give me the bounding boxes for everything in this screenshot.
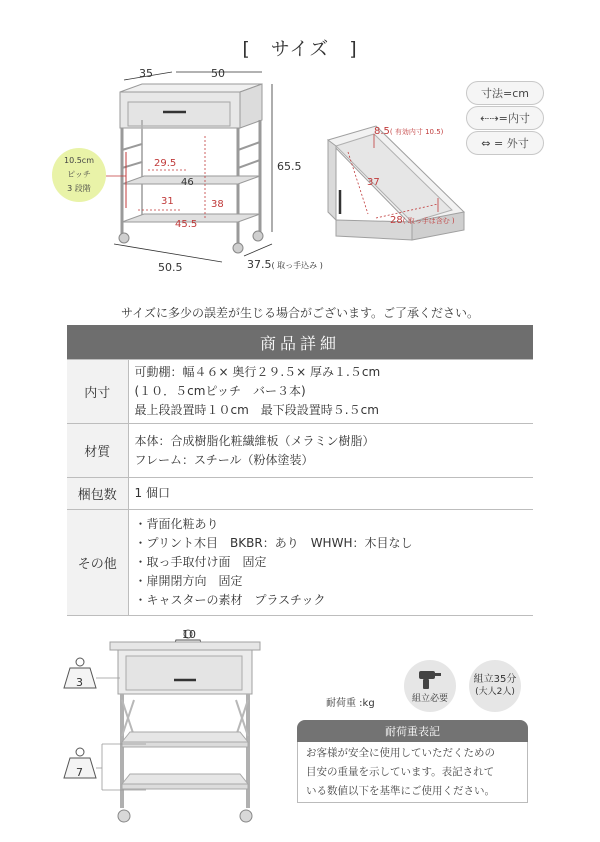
spec-line: 最上段設置時１０cm 最下段設置時５.５cm bbox=[134, 403, 379, 417]
dim-inner-lower-width: 45.5 bbox=[175, 219, 198, 230]
dim-drawer-height bbox=[374, 126, 443, 137]
spec-line: ・背面化粧あり bbox=[134, 517, 219, 531]
spec-line: 可動棚：幅４６× 奥行２９.５× 厚み１.５cm bbox=[134, 365, 381, 379]
dim-drawer-height-value: 8.5 bbox=[374, 126, 390, 137]
load-table-title: 耐荷重表記 bbox=[297, 720, 528, 742]
spec-line: 本体：合成樹脂化粧繊維板（メラミン樹脂） bbox=[134, 433, 375, 448]
spec-value bbox=[128, 360, 533, 424]
assembly-people-label: (大人2人) bbox=[475, 687, 515, 697]
dim-drawer-height-note: ( 有効内寸 10.5) bbox=[389, 128, 444, 136]
dim-drawer-depth: 37 bbox=[367, 177, 380, 188]
spec-line: 1 個口 bbox=[134, 486, 170, 500]
spec-line: フレーム：スチール（粉体塗装） bbox=[134, 452, 314, 467]
spec-label: 梱包数 bbox=[67, 478, 128, 510]
dim-inner-lower-depth: 31 bbox=[161, 196, 174, 207]
load-top-weight: 10 bbox=[182, 628, 196, 641]
spec-table bbox=[67, 359, 533, 616]
load-unit-label: 耐荷重 :kg bbox=[326, 698, 375, 709]
dim-drawer-width bbox=[390, 215, 455, 226]
pitch-line-3: 3 段階 bbox=[67, 184, 91, 193]
dim-drawer-width-value: 28 bbox=[390, 215, 403, 226]
legend-outer: ⇔ = 外寸 bbox=[466, 131, 544, 155]
dim-inner-shelf-width: 46 bbox=[181, 177, 194, 188]
dim-drawer-width-note: ( 取っ手は含む ) bbox=[402, 217, 455, 225]
dim-inner-shelf-depth: 29.5 bbox=[154, 158, 177, 169]
spec-line: ・取っ手取付け面 固定 bbox=[134, 555, 267, 569]
dim-top-width: 50 bbox=[211, 67, 225, 80]
spec-label: 内寸 bbox=[67, 360, 128, 424]
pitch-line-2: ピッチ bbox=[67, 170, 91, 179]
dim-bottom-depth-note: ( 取っ手込み ) bbox=[271, 261, 323, 270]
spec-line: ・扉開閉方向 固定 bbox=[134, 574, 243, 588]
spec-row-package bbox=[67, 478, 533, 510]
dim-bottom-width: 50.5 bbox=[158, 261, 183, 274]
assembly-required-badge bbox=[404, 660, 456, 712]
dim-bottom-depth-value: 37.5 bbox=[247, 258, 272, 271]
spec-line: ・プリント木目 BKBR：あり WHWH：木目なし bbox=[134, 536, 413, 550]
legend-unit: 寸法=cm bbox=[466, 81, 544, 105]
page-title: [ サイズ ] bbox=[242, 38, 358, 60]
assembly-time-label: 組立35分 bbox=[473, 674, 517, 685]
spec-row-inner bbox=[67, 360, 533, 424]
dim-height: 65.5 bbox=[277, 160, 302, 173]
dim-inner-height: 38 bbox=[211, 199, 224, 210]
drill-icon bbox=[417, 667, 443, 691]
spec-row-material bbox=[67, 424, 533, 478]
assembly-required-label: 組立必要 bbox=[411, 694, 448, 704]
load-table-line: いる数値以下を基準にご使用ください。 bbox=[306, 785, 495, 797]
load-shelf-weight: 7 bbox=[76, 766, 83, 779]
size-tolerance-notice: サイズに多少の誤差が生じる場合がございます。ご了承ください。 bbox=[120, 306, 480, 320]
load-table-line: お客様が安全に使用していただくための bbox=[306, 747, 495, 759]
spec-value bbox=[128, 510, 533, 616]
assembly-time-badge bbox=[469, 660, 521, 712]
spec-value bbox=[128, 478, 533, 510]
spec-line: (１０．５cmピッチ バー３本) bbox=[134, 384, 306, 398]
dim-bottom-depth bbox=[247, 258, 323, 271]
load-capacity-illustration bbox=[60, 620, 270, 830]
dim-top-depth: 35 bbox=[139, 67, 153, 80]
legend-inner: ⇠⇢=内寸 bbox=[466, 106, 544, 130]
load-table-body bbox=[297, 742, 528, 803]
load-drawer-weight: 3 bbox=[76, 676, 83, 689]
pitch-line-1: 10.5cm bbox=[63, 156, 94, 165]
spec-value bbox=[128, 424, 533, 478]
load-table-line: 目安の重量を示しています。表記されて bbox=[306, 766, 495, 778]
spec-label: 材質 bbox=[67, 424, 128, 478]
spec-row-other bbox=[67, 510, 533, 616]
spec-line: ・キャスターの素材 プラスチック bbox=[134, 593, 326, 607]
spec-title: 商品詳細 bbox=[67, 325, 533, 359]
spec-label: その他 bbox=[67, 510, 128, 616]
